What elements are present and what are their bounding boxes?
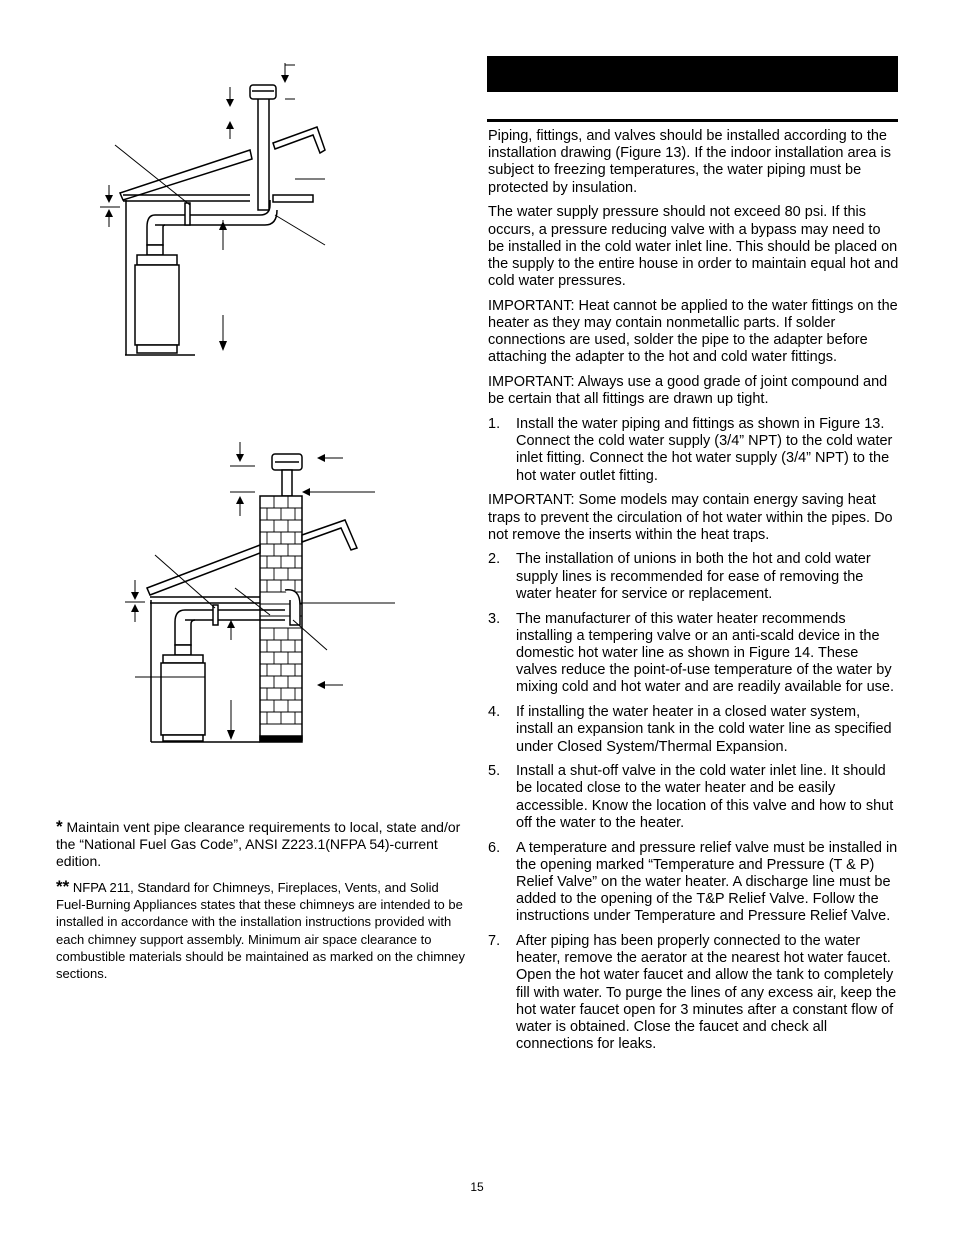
list-text: A temperature and pressure relief valve must be installed in the opening marked “Temperature and Pressure (T & P) Relief Valve” on the water heater. A discharge line must be added to the opening of the T&P Relief Valve. Follow the instructions under Temperature and Pressure Relief Valve. <box>516 839 898 925</box>
footnote-text: Maintain vent pipe clearance requirements to local, state and/or the “National Fuel Gas Code”, ANSI Z223.1(NFPA 54)-current edition. <box>56 819 461 869</box>
vent-through-roof-diagram <box>95 55 395 365</box>
footnotes <box>56 818 466 982</box>
section-header-bar <box>487 56 898 92</box>
footnote-marker: ** <box>56 877 70 896</box>
list-number: 1. <box>488 416 501 433</box>
numbered-list <box>488 551 900 1053</box>
list-text: If installing the water heater in a closed water system, install an expansion tank in the cold water line as specified under Closed System/Thermal Expansion. <box>516 704 892 755</box>
paragraph: IMPORTANT: Some models may contain energy saving heat traps to prevent the circulation of hot water within the pipes. Do not remove the inserts within the heat traps. <box>488 492 893 543</box>
vent-cap <box>272 454 302 496</box>
list-number: 3. <box>488 610 501 627</box>
list-item <box>488 611 900 697</box>
list-number: 2. <box>488 551 501 568</box>
paragraph: IMPORTANT: Heat cannot be applied to the water fittings on the heater as they may contain nonmetallic parts. If solder connections are used, solder the pipe to the adapter before attaching the adapter to the hot and cold water fittings. <box>488 297 898 366</box>
footnote-nfpa-211 <box>56 878 466 982</box>
vent-into-chimney-diagram <box>95 440 395 750</box>
list-number: 4. <box>488 704 501 721</box>
list-item <box>488 840 900 926</box>
numbered-list <box>488 416 900 485</box>
roof-line <box>120 127 325 200</box>
list-text: After piping has been properly connected to the water heater, remove the aerator at the nearest hot water faucet. Open the hot water faucet and allow the tank to completely fill with water. To purge the lines of any excess air, keep the hot water faucet open for 3 minutes after a constant flow of water is obtained. Close the faucet and check all connections for leaks. <box>516 933 897 1053</box>
section-rule <box>487 119 898 122</box>
footnote-text: NFPA 211, Standard for Chimneys, Fireplaces, Vents, and Solid Fuel-Burning Appliances states that these chimneys are intended to be installed in accordance with the installation instructions provided with each chimney support assembly. Minimum air space clearance to combustible materials should be maintained as marked on the chimney sections. <box>56 880 465 982</box>
roof-line <box>147 520 357 595</box>
list-number: 6. <box>488 839 501 856</box>
ceiling-joist <box>123 195 313 202</box>
paragraph: Piping, fittings, and valves should be installed according to the installation drawing (Figure 13). If the indoor installation area is subject to freezing temperatures, the water piping must be protected by insulation. <box>488 128 891 196</box>
list-item <box>488 704 900 756</box>
brick-chimney <box>260 496 302 742</box>
footnote-vent-clearance <box>56 818 466 870</box>
ceiling-joist <box>150 597 260 603</box>
footnote-marker: * <box>56 817 63 836</box>
paragraph: The water supply pressure should not exceed 80 psi. If this occurs, a pressure reducing valve with a bypass may need to be installed in the cold water inlet line. This should be placed on the supply to the entire house in order to maintain equal hot and cold water pressures. <box>488 204 899 290</box>
dimension-arrows <box>100 63 325 351</box>
paragraph: IMPORTANT: Always use a good grade of joint compound and be certain that all fittings are drawn up tight. <box>488 374 888 408</box>
list-number: 5. <box>488 763 501 780</box>
page-number: 15 <box>470 1180 484 1194</box>
list-number: 7. <box>488 933 501 950</box>
water-heater <box>161 645 205 741</box>
list-text: Install a shut-off valve in the cold water inlet line. It should be located close to the water heater and be easily accessible. Know the location of this valve and how to shut off the water to the heater. <box>516 763 894 831</box>
water-heater <box>135 245 179 353</box>
list-text: Install the water piping and fittings as shown in Figure 13. Connect the cold water supply (3/4” NPT) to the cold water inlet fitting. Connect the hot water supply (3/4” NPT) to the hot water outlet fitting. <box>516 416 893 484</box>
water-piping-section <box>488 128 900 1061</box>
list-item <box>488 551 900 603</box>
list-item <box>488 763 900 832</box>
list-item <box>488 416 900 485</box>
list-text: The installation of unions in both the hot and cold water supply lines is recommended for ease of removing the water heater for service or replacement. <box>516 551 871 602</box>
list-item <box>488 933 900 1053</box>
list-text: The manufacturer of this water heater recommends installing a tempering valve or an anti-scald device in the domestic hot water line as shown in Figure 14. These valves reduce the point-of-use temperature of the water by mixing cold and hot water and are readily available for use. <box>516 610 895 696</box>
